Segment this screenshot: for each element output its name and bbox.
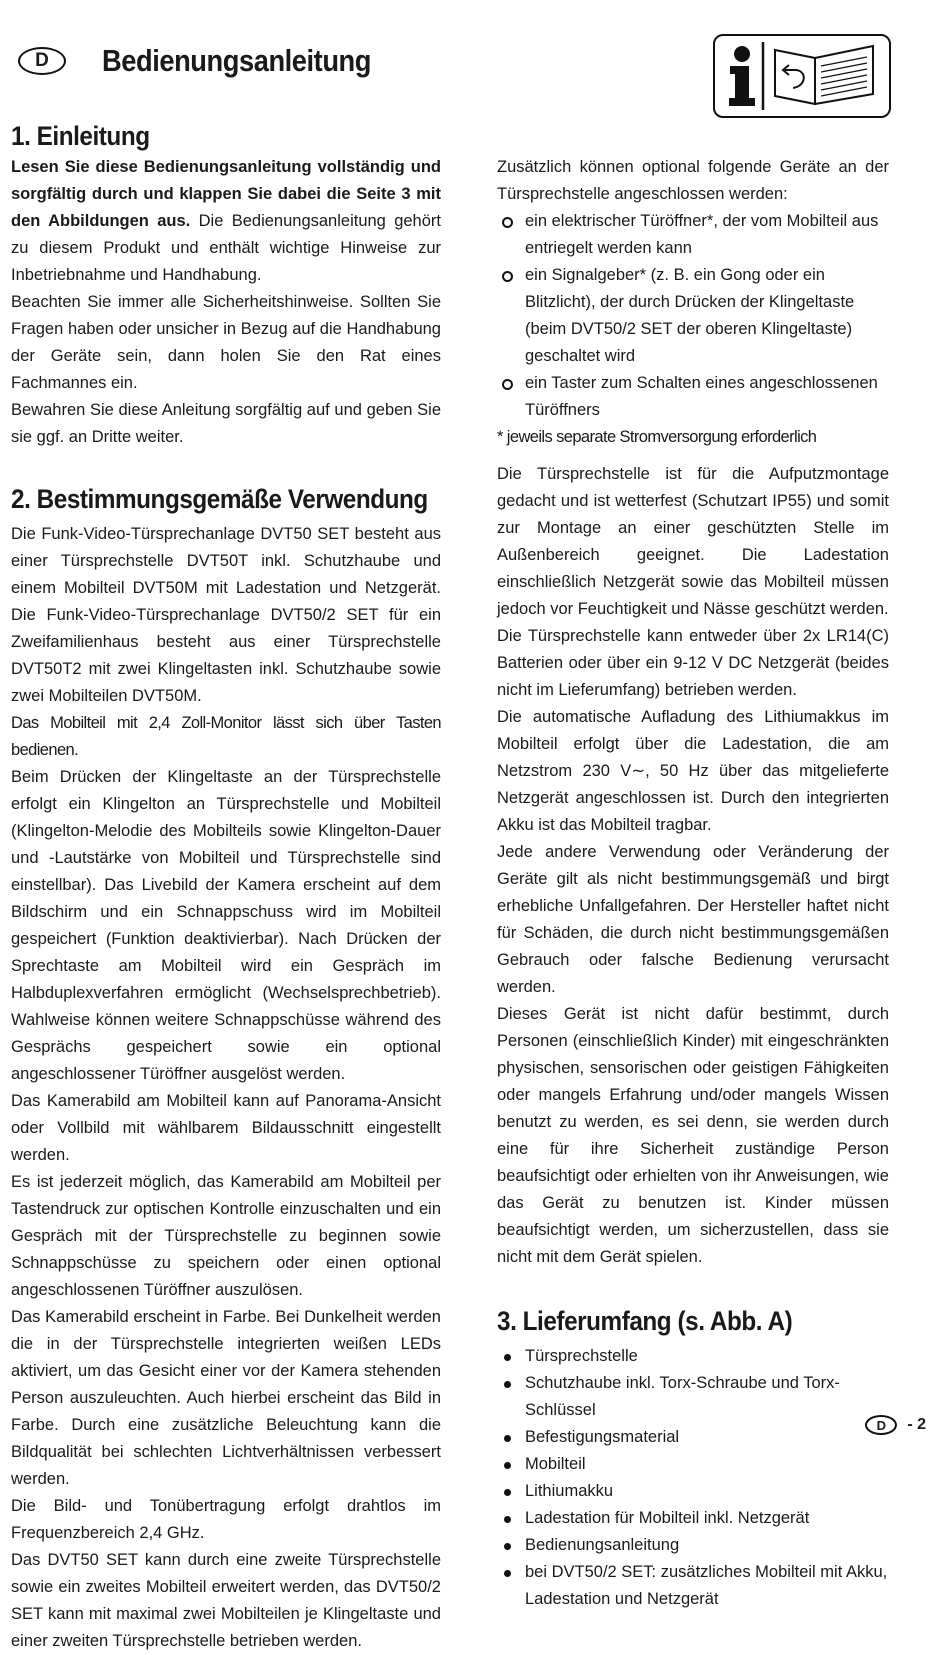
section-2-paragraph: Dieses Gerät ist nicht dafür bestimmt, durch Personen (einschließlich Kinder) mit eingeschränkten physischen, sensorischen oder geistigen Fähigkeiten oder mangels Erfahrung und/oder mangels Wissen benutzt zu werden, es sei denn, sie werden durch eine für ihre Sicherheit zuständige Person beaufsichtigt oder erhielten von ihr Anweisungen, wie das Gerät zu benutzen ist. Kinder müssen beaufsichtigt werden, um sicherzustellen, dass sie nicht mit dem Gerät spielen. (497, 1005, 889, 1266)
intro-rest-text: Die Bedienungsanleitung gehört zu diesem Produkt und enthält wichtige Hinweise zur Inbetriebnahme und Handhabung. (11, 212, 441, 284)
circle-bullet-icon (502, 271, 513, 282)
section-2-paragraph: Das DVT50 SET kann durch eine zweite Türsprechstelle sowie ein zweites Mobilteil erweitert werden, das DVT50/2 SET kann mit maximal zwei Mobilteilen je Klingeltaste und einer zweiten Türsprechstelle betrieben werden. (11, 1551, 441, 1650)
page-number: - 2 (907, 1416, 926, 1433)
section-1-paragraph: Bewahren Sie diese Anleitung sorgfältig auf und geben Sie sie ggf. an Dritte weiter. (11, 401, 441, 446)
list-item: bei DVT50/2 SET: zusätzliches Mobilteil mit Akku, Ladestation und Netzgerät (497, 1559, 889, 1613)
section-3-heading: 3. Lieferumfang (s. Abb. A) (497, 1306, 793, 1336)
list-item: Ladestation für Mobilteil inkl. Netzgerät (497, 1505, 889, 1532)
list-item: Schutzhaube inkl. Torx-Schraube und Torx-Schlüssel (497, 1370, 889, 1424)
list-item: Mobilteil (497, 1451, 889, 1478)
section-2-paragraph: Die Funk-Video-Türsprechanlage DVT50 SET besteht aus einer Türsprechstelle DVT50T inkl. Schutzhaube und einem Mobilteil DVT50M mit Ladestation und Netzgerät. Die Funk-Video-Türsprechanlage DVT50/2 SET für ein Zweifamilienhaus besteht aus einer Türsprechstelle DVT50T2 mit zwei Klingeltasten inkl. Schutzhaube sowie zwei Mobilteilen DVT50M. (11, 525, 441, 705)
section-1-heading: 1. Einleitung (11, 121, 150, 151)
page-footer (865, 1415, 926, 1435)
list-item: Lithiumakku (497, 1478, 889, 1505)
footnote: * jeweils separate Stromversorgung erforderlich (497, 428, 817, 446)
optional-devices-intro: Zusätzlich können optional folgende Geräte an der Türsprechstelle angeschlossen werden: (497, 158, 889, 203)
section-2-paragraph: Die automatische Aufladung des Lithiumakkus im Mobilteil erfolgt über die Ladestation, die am Netzstrom 230 V∼, 50 Hz über das mitgelieferte Netzgerät angeschlossen ist. Durch den integrierten Akku ist das Mobilteil tragbar. (497, 708, 889, 834)
section-2-paragraph: Die Türsprechstelle ist für die Aufputzmontage gedacht und ist wetterfest (Schutzart IP55) und somit zur Montage an einer geschützten Stelle im Außenbereich geeignet. Die Ladestation einschließlich Netzgerät sowie das Mobilteil müssen jedoch vor Feuchtigkeit und Nässe geschützt werden. (497, 465, 889, 618)
section-2-paragraph: Beim Drücken der Klingeltaste an der Türsprechstelle erfolgt ein Klingelton an Türsprechstelle und Mobilteil (Klingelton-Melodie des Mobilteils sowie Klingelton-Dauer und -Lautstärke von Mobilteil und Türsprechstelle sind einstellbar). Das Livebild der Kamera erscheint auf dem Bildschirm und ein Schnappschuss wird im Mobilteil gespeichert (Funktion deaktivierbar). Nach Drücken der Sprechtaste am Mobilteil wird ein Gespräch im Halbduplexverfahren ermöglicht (Wechselsprechbetrieb). Wahlweise können weitere Schnappschüsse während des Gesprächs gespeichert sowie ein optional angeschlossener Türöffner ausgelöst werden. (11, 768, 441, 1083)
section-2-paragraph: Das Kamerabild erscheint in Farbe. Bei Dunkelheit werden die in der Türsprechstelle integrierten weißen LEDs aktiviert, um das Gesicht einer vor der Kamera stehenden Person auszuleuchten. Auch hierbei erscheint das Bild in Farbe. Durch eine zusätzliche Beleuchtung kann die Bildqualität bei schlechten Lichtverhältnissen verbessert werden. (11, 1308, 441, 1488)
left-column (11, 118, 441, 1655)
section-2-paragraph: Das Mobilteil mit 2,4 Zoll-Monitor lässt sich über Tasten bedienen. (11, 714, 441, 759)
section-2-paragraph: Die Türsprechstelle kann entweder über 2x LR14(C) Batterien oder über ein 9-12 V DC Netzgerät (beides nicht im Lieferumfang) betrieben werden. (497, 627, 889, 699)
bullet-icon (504, 1462, 511, 1469)
section-1-intro (11, 154, 441, 289)
list-item: Türsprechstelle (497, 1343, 889, 1370)
bullet-icon (504, 1489, 511, 1496)
section-2-paragraph: Die Bild- und Tonübertragung erfolgt drahtlos im Frequenzbereich 2,4 GHz. (11, 1497, 441, 1542)
circle-bullet-icon (502, 217, 513, 228)
language-badge: D (18, 47, 66, 75)
page-header (18, 38, 408, 84)
section-2-paragraph: Es ist jederzeit möglich, das Kamerabild am Mobilteil per Tastendruck zur optischen Kontrolle einzuschalten und ein Gespräch mit der Türsprechstelle zu beginnen sowie Schnappschüsse zu speichern oder einen optional angeschlossenen Türöffner auszulösen. (11, 1173, 441, 1299)
circle-bullet-icon (502, 379, 513, 390)
section-2-paragraph: Jede andere Verwendung oder Veränderung der Geräte gilt als nicht bestimmungsgemäß und birgt erhebliche Unfallgefahren. Der Hersteller haftet nicht für Schäden, die durch nicht bestimmungsgemäßen Gebrauch oder falsche Bedienung verursacht werden. (497, 843, 889, 996)
list-item: ein Taster zum Schalten eines angeschlossenen Türöffners (497, 370, 889, 424)
language-badge: D (865, 1415, 897, 1435)
bullet-icon (504, 1354, 511, 1361)
delivery-contents-list (497, 1343, 889, 1613)
optional-devices-list (497, 208, 889, 424)
page-title: Bedienungsanleitung (102, 43, 372, 78)
list-item: ein Signalgeber* (z. B. ein Gong oder ein Blitzlicht), der durch Drücken der Klingeltaste (beim DVT50/2 SET der oberen Klingeltaste) geschaltet wird (497, 262, 889, 370)
section-1-paragraph: Beachten Sie immer alle Sicherheitshinweise. Sollten Sie Fragen haben oder unsicher in Bezug auf die Handhabung der Geräte sein, dann holen Sie den Rat eines Fachmannes ein. (11, 293, 441, 392)
intro-bold-text: Lesen Sie diese Bedienungsanleitung vollständig und sorgfältig durch und klappen Sie dabei die Seite 3 mit den Abbildungen aus. (11, 158, 441, 230)
list-item: Befestigungsmaterial (497, 1424, 889, 1451)
info-manual-icon (713, 34, 891, 118)
bullet-icon (504, 1516, 511, 1523)
list-item: ein elektrischer Türöffner*, der vom Mobilteil aus entriegelt werden kann (497, 208, 889, 262)
section-2-paragraph: Das Kamerabild am Mobilteil kann auf Panorama-Ansicht oder Vollbild mit wählbarem Bildausschnitt eingestellt werden. (11, 1092, 441, 1164)
section-2-heading: 2. Bestimmungsgemäße Verwendung (11, 484, 428, 514)
list-item: Bedienungsanleitung (497, 1532, 889, 1559)
bullet-icon (504, 1381, 511, 1388)
right-column (497, 154, 889, 1613)
bullet-icon (504, 1570, 511, 1577)
bullet-icon (504, 1543, 511, 1550)
bullet-icon (504, 1435, 511, 1442)
